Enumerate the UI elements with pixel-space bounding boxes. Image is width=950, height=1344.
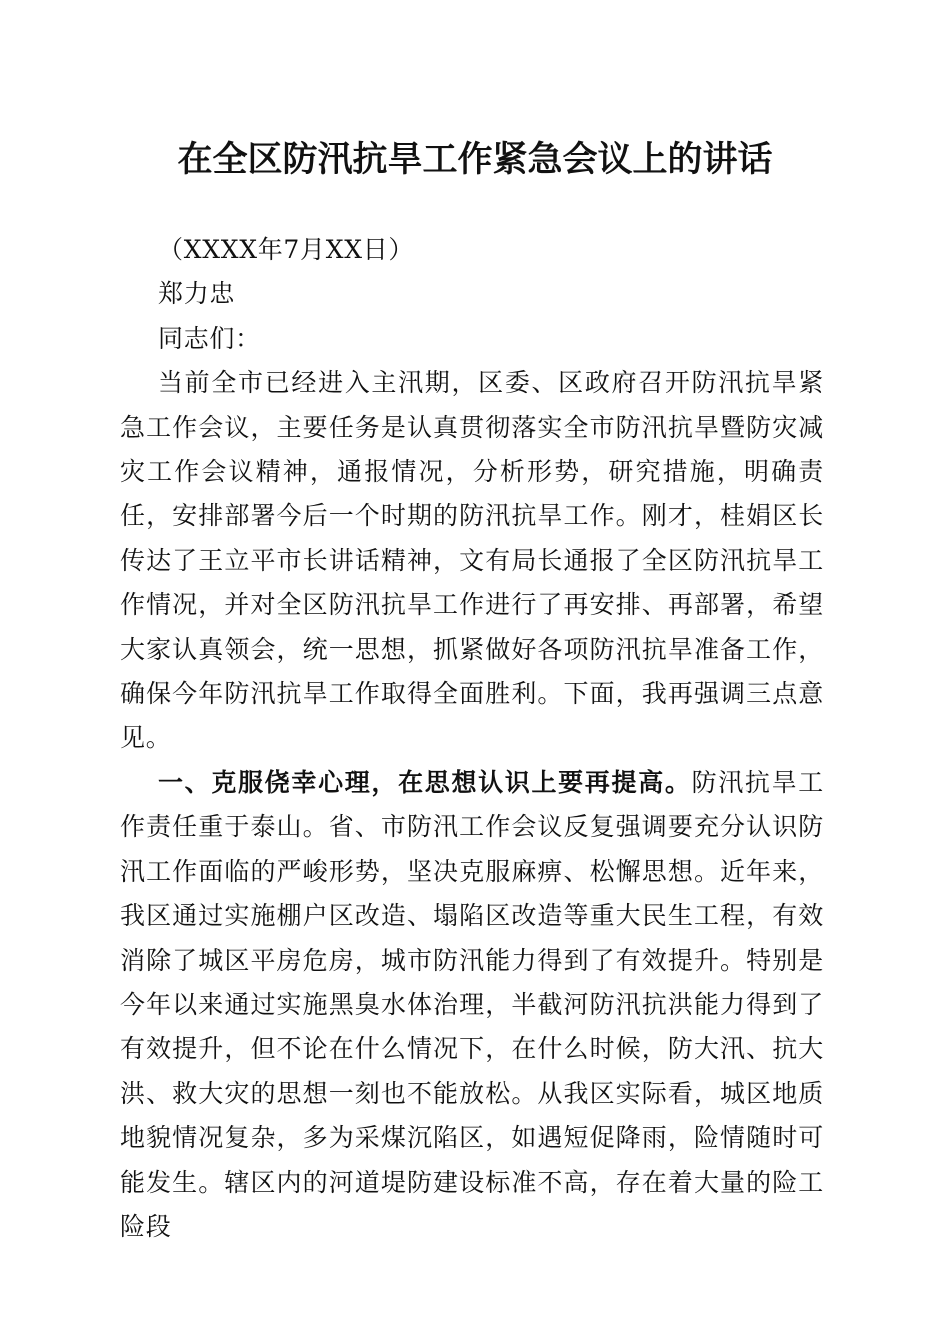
section-text: 防汛抗旱工作责任重于泰山。省、市防汛工作会议反复强调要充分认识防汛工作面临的严峻形势，坚决克服麻痹、松懈思想。近年来，我区通过实施棚户区改造、塌陷区改造等重大民生工程，有效消除了城区平房危房，城市防汛能力得到了有效提升。特别是今年以来通过实施黑臭水体治理，半截河防汛抗洪能力得到了有效提升，但不论在什么情况下，在什么时候，防大汛、抗大洪、救大灾的思想一刻也不能放松。从我区实际看，城区地质地貌情况复杂，多为采煤沉陷区，如遇短促降雨，险情随时可能发生。辖区内的河道堤防建设标准不高，存在着大量的险工险段 <box>120 767 824 1241</box>
document-title: 在全区防汛抗旱工作紧急会议上的讲话 <box>177 139 773 180</box>
document-body <box>120 228 824 1249</box>
section-heading: 一、克服侥幸心理，在思想认识上要再提高。 <box>158 767 692 797</box>
body-paragraph: 当前全市已经进入主汛期，区委、区政府召开防汛抗旱紧急工作会议，主要任务是认真贯彻落实全市防汛抗旱暨防灾减灾工作会议精神，通报情况，分析形势，研究措施，明确责任，安排部署今后一个时期的防汛抗旱工作。刚才，桂娟区长传达了王立平市长讲话精神，文有局长通报了全区防汛抗旱工作情况，并对全区防汛抗旱工作进行了再安排、再部署，希望大家认真领会，统一思想，抓紧做好各项防汛抗旱准备工作，确保今年防汛抗旱工作取得全面胜利。下面，我再强调三点意见。 <box>120 368 824 753</box>
section-paragraph <box>120 761 824 1249</box>
salutation: 同志们： <box>158 323 261 353</box>
speaker-name: 郑力忠 <box>158 279 236 309</box>
date-line: （XXXX年7月XX日） <box>158 235 415 264</box>
